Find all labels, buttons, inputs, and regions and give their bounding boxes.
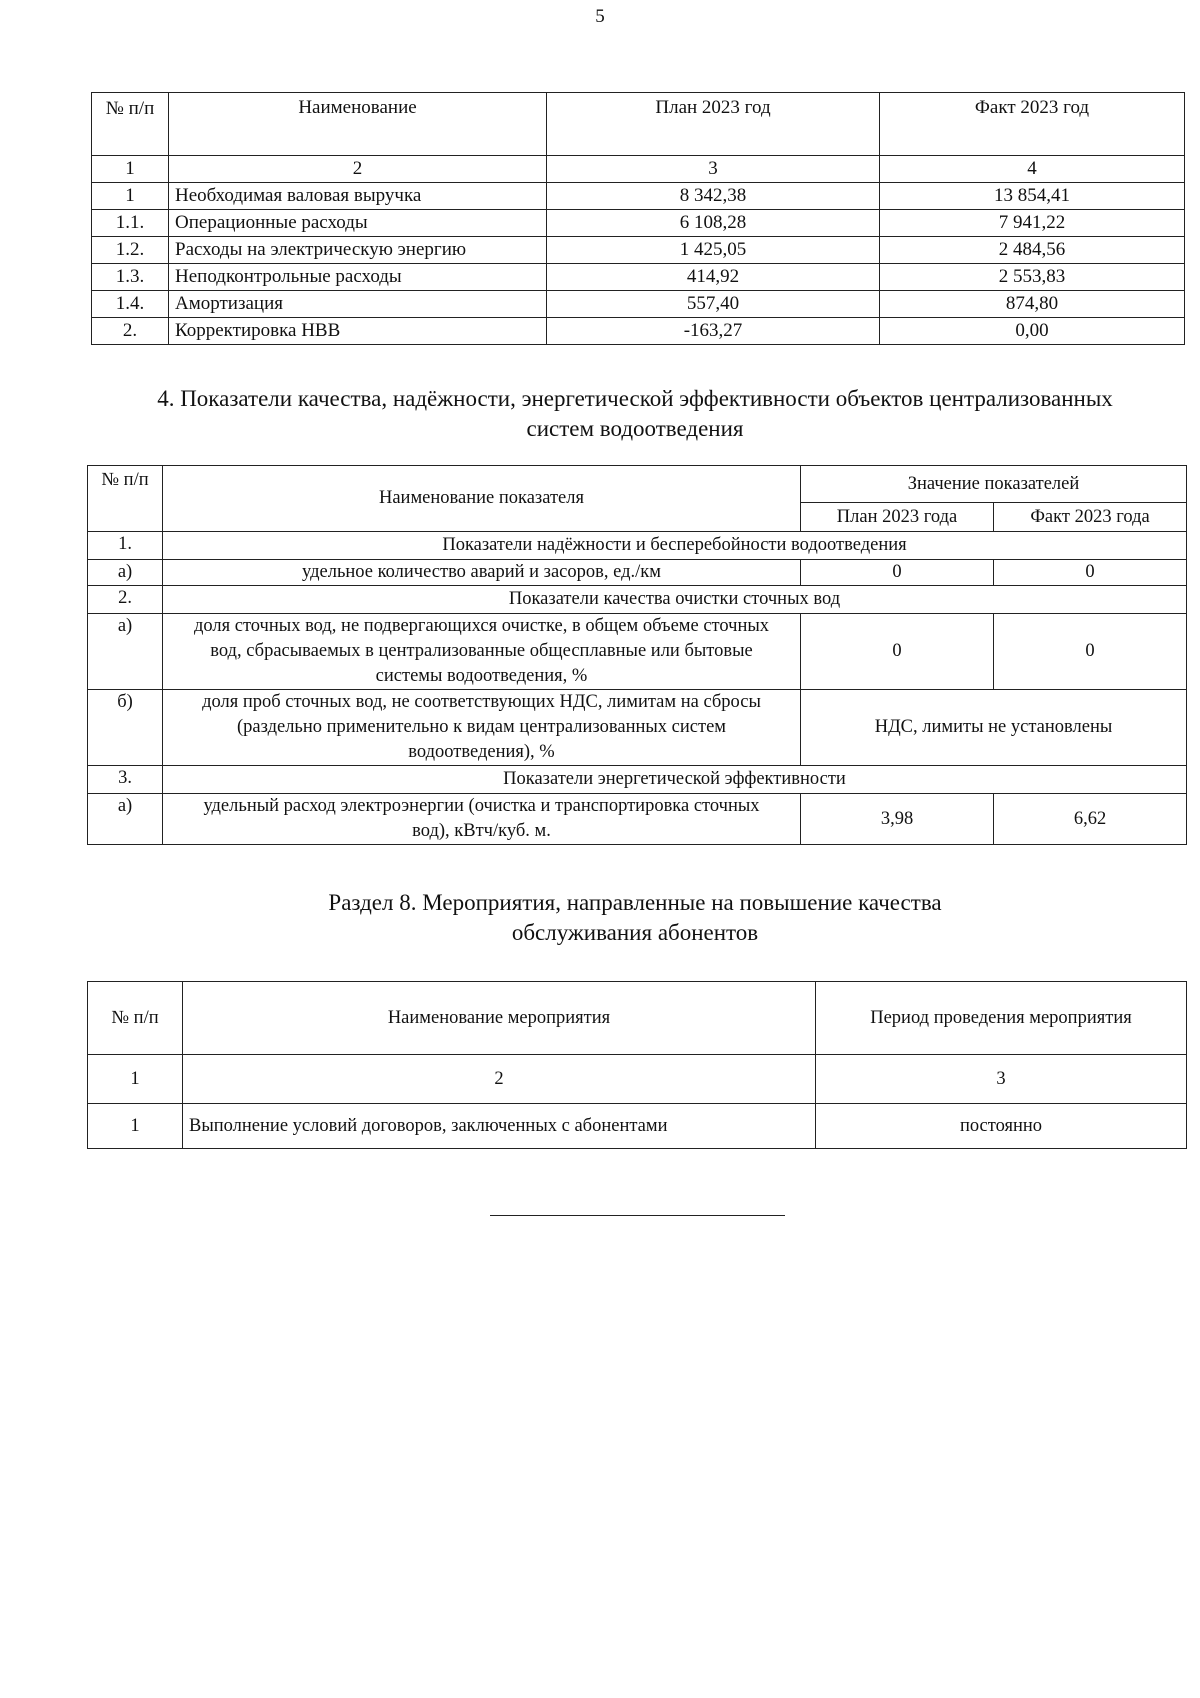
row-name: доля проб сточных вод, не соответствующих НДС, лимитам на сбросы (раздельно применительно к видам централизованных систем водоотведения), % — [163, 690, 801, 766]
table-row — [92, 210, 1185, 237]
header-number: № п/п — [92, 93, 169, 156]
index-cell: 3 — [816, 1055, 1187, 1104]
row-number: б) — [88, 690, 163, 766]
indicators-table — [87, 465, 1187, 845]
index-cell: 1 — [88, 1055, 183, 1104]
header-name: Наименование — [169, 93, 547, 156]
row-fact: 2 484,56 — [880, 237, 1185, 264]
table-row — [92, 264, 1185, 291]
column-index-row — [92, 156, 1185, 183]
row-plan: 0 — [801, 614, 994, 690]
header-fact: Факт 2023 год — [880, 93, 1185, 156]
table-row — [92, 318, 1185, 345]
group-number: 1. — [88, 532, 163, 560]
row-number: 1.4. — [92, 291, 169, 318]
table-row — [92, 183, 1185, 210]
row-fact: 874,80 — [880, 291, 1185, 318]
row-plan: 0 — [801, 560, 994, 586]
group-title: Показатели надёжности и бесперебойности водоотведения — [163, 532, 1187, 560]
group-number: 2. — [88, 586, 163, 614]
row-plan: 1 425,05 — [547, 237, 880, 264]
row-plan: 414,92 — [547, 264, 880, 291]
row-fact: 6,62 — [994, 794, 1187, 845]
group-number: 3. — [88, 766, 163, 794]
row-number: а) — [88, 614, 163, 690]
section-8-title — [80, 888, 1190, 948]
row-fact: 2 553,83 — [880, 264, 1185, 291]
section-4-title — [80, 384, 1190, 444]
row-plan: 8 342,38 — [547, 183, 880, 210]
row-name: Корректировка НВВ — [169, 318, 547, 345]
index-cell: 2 — [183, 1055, 816, 1104]
table-row — [92, 237, 1185, 264]
group-row — [88, 586, 1187, 614]
header-period: Период проведения мероприятия — [816, 982, 1187, 1055]
end-divider — [490, 1215, 785, 1216]
header-plan: План 2023 года — [801, 503, 994, 532]
table-row — [88, 690, 1187, 766]
header-fact: Факт 2023 года — [994, 503, 1187, 532]
index-cell: 3 — [547, 156, 880, 183]
header-measure-name: Наименование мероприятия — [183, 982, 816, 1055]
row-fact: 13 854,41 — [880, 183, 1185, 210]
row-fact: 7 941,22 — [880, 210, 1185, 237]
header-number: № п/п — [88, 982, 183, 1055]
section-8-title-line: Раздел 8. Мероприятия, направленные на повышение качества — [328, 890, 942, 915]
row-number: 1 — [92, 183, 169, 210]
row-fact: 0,00 — [880, 318, 1185, 345]
column-index-row — [88, 1055, 1187, 1104]
row-name: Амортизация — [169, 291, 547, 318]
table-row — [88, 794, 1187, 845]
table-header-row — [88, 466, 1187, 503]
measures-table — [87, 981, 1187, 1149]
row-name: доля сточных вод, не подвергающихся очистке, в общем объеме сточных вод, сбрасываемых в централизованные общесплавные или бытовые системы водоотведения, % — [163, 614, 801, 690]
header-indicator-name: Наименование показателя — [163, 466, 801, 532]
row-plan: 557,40 — [547, 291, 880, 318]
table-row — [92, 291, 1185, 318]
section-4-title-line: 4. Показатели качества, надёжности, энергетической эффективности объектов централизованных — [157, 386, 1113, 411]
page-number: 5 — [595, 6, 605, 27]
group-title: Показатели энергетической эффективности — [163, 766, 1187, 794]
table-header-row — [88, 982, 1187, 1055]
financial-table — [91, 92, 1185, 345]
row-plan: 6 108,28 — [547, 210, 880, 237]
row-number: 1.3. — [92, 264, 169, 291]
group-row — [88, 766, 1187, 794]
row-number: 1.2. — [92, 237, 169, 264]
index-cell: 1 — [92, 156, 169, 183]
row-plan: 3,98 — [801, 794, 994, 845]
table-row — [88, 1104, 1187, 1149]
row-number: 1 — [88, 1104, 183, 1149]
row-number: а) — [88, 794, 163, 845]
row-number: 1.1. — [92, 210, 169, 237]
header-number: № п/п — [88, 466, 163, 532]
row-name: удельное количество аварий и засоров, ед./км — [163, 560, 801, 586]
row-value-merged: НДС, лимиты не установлены — [801, 690, 1187, 766]
row-name: Расходы на электрическую энергию — [169, 237, 547, 264]
group-title: Показатели качества очистки сточных вод — [163, 586, 1187, 614]
section-4-title-line: систем водоотведения — [526, 416, 744, 441]
group-row — [88, 532, 1187, 560]
row-number: а) — [88, 560, 163, 586]
row-period: постоянно — [816, 1104, 1187, 1149]
row-plan: -163,27 — [547, 318, 880, 345]
row-name: удельный расход электроэнергии (очистка и транспортировка сточных вод), кВтч/куб. м. — [163, 794, 801, 845]
row-measure-name: Выполнение условий договоров, заключенных с абонентами — [183, 1104, 816, 1149]
index-cell: 2 — [169, 156, 547, 183]
row-name: Необходимая валовая выручка — [169, 183, 547, 210]
header-plan: План 2023 год — [547, 93, 880, 156]
table-row — [88, 560, 1187, 586]
row-name: Операционные расходы — [169, 210, 547, 237]
row-fact: 0 — [994, 560, 1187, 586]
table-row — [88, 614, 1187, 690]
header-values-group: Значение показателей — [801, 466, 1187, 503]
table-header-row — [92, 93, 1185, 156]
index-cell: 4 — [880, 156, 1185, 183]
row-number: 2. — [92, 318, 169, 345]
section-8-title-line: обслуживания абонентов — [511, 920, 759, 945]
row-fact: 0 — [994, 614, 1187, 690]
row-name: Неподконтрольные расходы — [169, 264, 547, 291]
